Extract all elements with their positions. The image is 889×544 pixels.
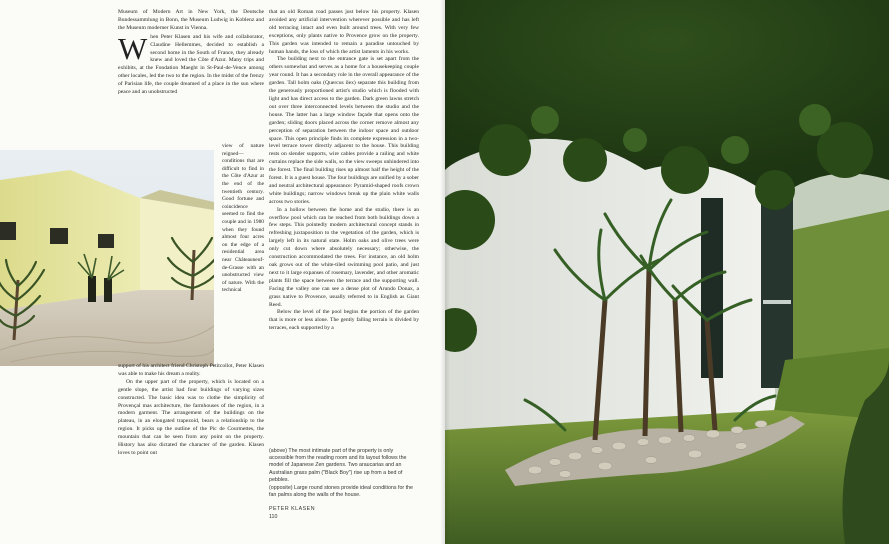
photo-captions <box>269 448 419 500</box>
running-head: PETER KLASEN <box>269 506 316 512</box>
paragraph-roman-road: that an old Roman road passes just below his property. Klasen avoided any artificial intervention wherever possible and has left old terracing intact and even built around trees. With very few exceptions, only plants native to Provence grow on the property. This garden was intended to remain a paradise untouched by human hands, the loss of which the artist laments in his works. <box>269 9 419 55</box>
text-wrap-column: view of nature reigned—conditions that are difficult to find in the Côte d'Azur at the end of the twentieth century. Good fortune and coincidence seemed to find the couple and in 1980 when they found almost four acres on the edge of a residential area near Châteauneuf-de-Grasse with an unobstructed view of nature. With the technical <box>222 143 264 294</box>
caption-above: (above) The most intimate part of the property is only accessible from the reading room and its layout follows the model of Japanese Zen gardens. Two araucarias and an Australian grass palm ("Black Boy") rise up from a bed of pebbles. <box>269 448 407 483</box>
text-column-1-bottom <box>118 363 264 458</box>
caption-opposite: (opposite) Large round stones provide ideal conditions for the fan palms along the walls of the house. <box>269 485 413 499</box>
right-page <box>445 0 889 544</box>
page-gutter <box>440 0 450 544</box>
paragraph-opening <box>118 30 264 97</box>
paragraph-support: support of his architect friend Christoph Petitcollot, Peter Klasen was able to make his dream a reality. <box>118 363 264 377</box>
garden-photo-zen <box>0 150 214 366</box>
paragraph-terrain: Below the level of the pool begins the portion of the garden that is more or less alone. The gently falling terrain is divided by terraces, each supported by a <box>269 309 419 332</box>
drop-cap: W <box>118 30 148 66</box>
page-number: 110 <box>269 514 278 520</box>
opening-text: hen Peter Klasen and his wife and collaborator, Claudine Hellemmes, decided to establish a second home in the South of France, they already knew and loved the Côte d'Azur. Many trips and exhibits, at the Fondation Maeght in St-Paul-de-Vence among other locales, led the two to the region. In the midst of the frenzy of Parisian life, the couple dreamed of a place in the sun where peace and an unobstructed <box>118 33 264 96</box>
paragraph-pool: In a hollow between the home and the studio, there is an overflow pool which can be reached from both buildings down a few steps. This pointedly modern architectural concept stands in refreshing juxtaposition to the vegetation of the garden, which is largely left in its natural state. Holm oaks and olive trees were only cut down where absolutely necessary; otherwise, the construction accommodated the trees. For instance, an old holm oak grows out of the white-tiled swimming pool patio, and just next to it large expanses of rosemary, lavender, and other aromatic plants fill the space between the terrace and the supporting wall. Facing the valley one can see a dense plot of Arundo Donax, a grass native to Provence, usually referred to in English as Giant Reed. <box>269 206 419 308</box>
paragraph-intro-museums: Museum of Modern Art in New York, the Deutsche Bundessammlung in Bonn, the Museum Ludwig in Koblenz and the Museum moderner Kunst in Vienna. <box>118 9 264 31</box>
text-column-1-top <box>118 9 264 97</box>
zen-garden-image <box>0 150 214 366</box>
garden-photo-palms <box>445 0 889 544</box>
paragraph-property: On the upper part of the property, which is located on a gentle slope, the artist had four buildings of varying sizes constructed. The basic idea was to clothe the simplicity of Provençal mas architecture, the farmhouses of the region, in a modern garment. The arrangement of the buildings on the plateau, in an elongated trapezoid, bears a relationship to the region. It picks up the outline of the Pic de Courmettes, the mountain that can be seen from any point on the property. History has also dictated the character of the garden. Klasen loves to point out <box>118 378 264 456</box>
paragraph-buildings: The building next to the entrance gate is set apart from the others somewhat and serves as a home for a housekeeping couple year round. It has a secondary role in the overall appearance of the garden. Tall holm oaks (Quercus ilex) separate this building from the generously proportioned artist's studio which is flooded with light and has direct access to the garden. Dark green lawns stretch out over three interconnected levels between the studio and the house. The latter has a large window façade that opens onto the garden; sliding doors placed across the corner remove almost any perception of separation between the indoor space and outdoor space. This open principle finds its complete expression in a two-level terrace tower directly adjacent to the house. This building rests on slender supports, wire cables provide a railing and white curtains replace the side walls, so the view sweeps unhindered into the forest. The final building rises up almost half the height of the forest. It is a guest house. The four buildings are unified by a sober and neutral architectural appearance: Pyramid-shaped roofs crown white buildings; narrow windows break up the plain white walls across two stories. <box>269 56 419 205</box>
text-column-2 <box>269 9 419 333</box>
